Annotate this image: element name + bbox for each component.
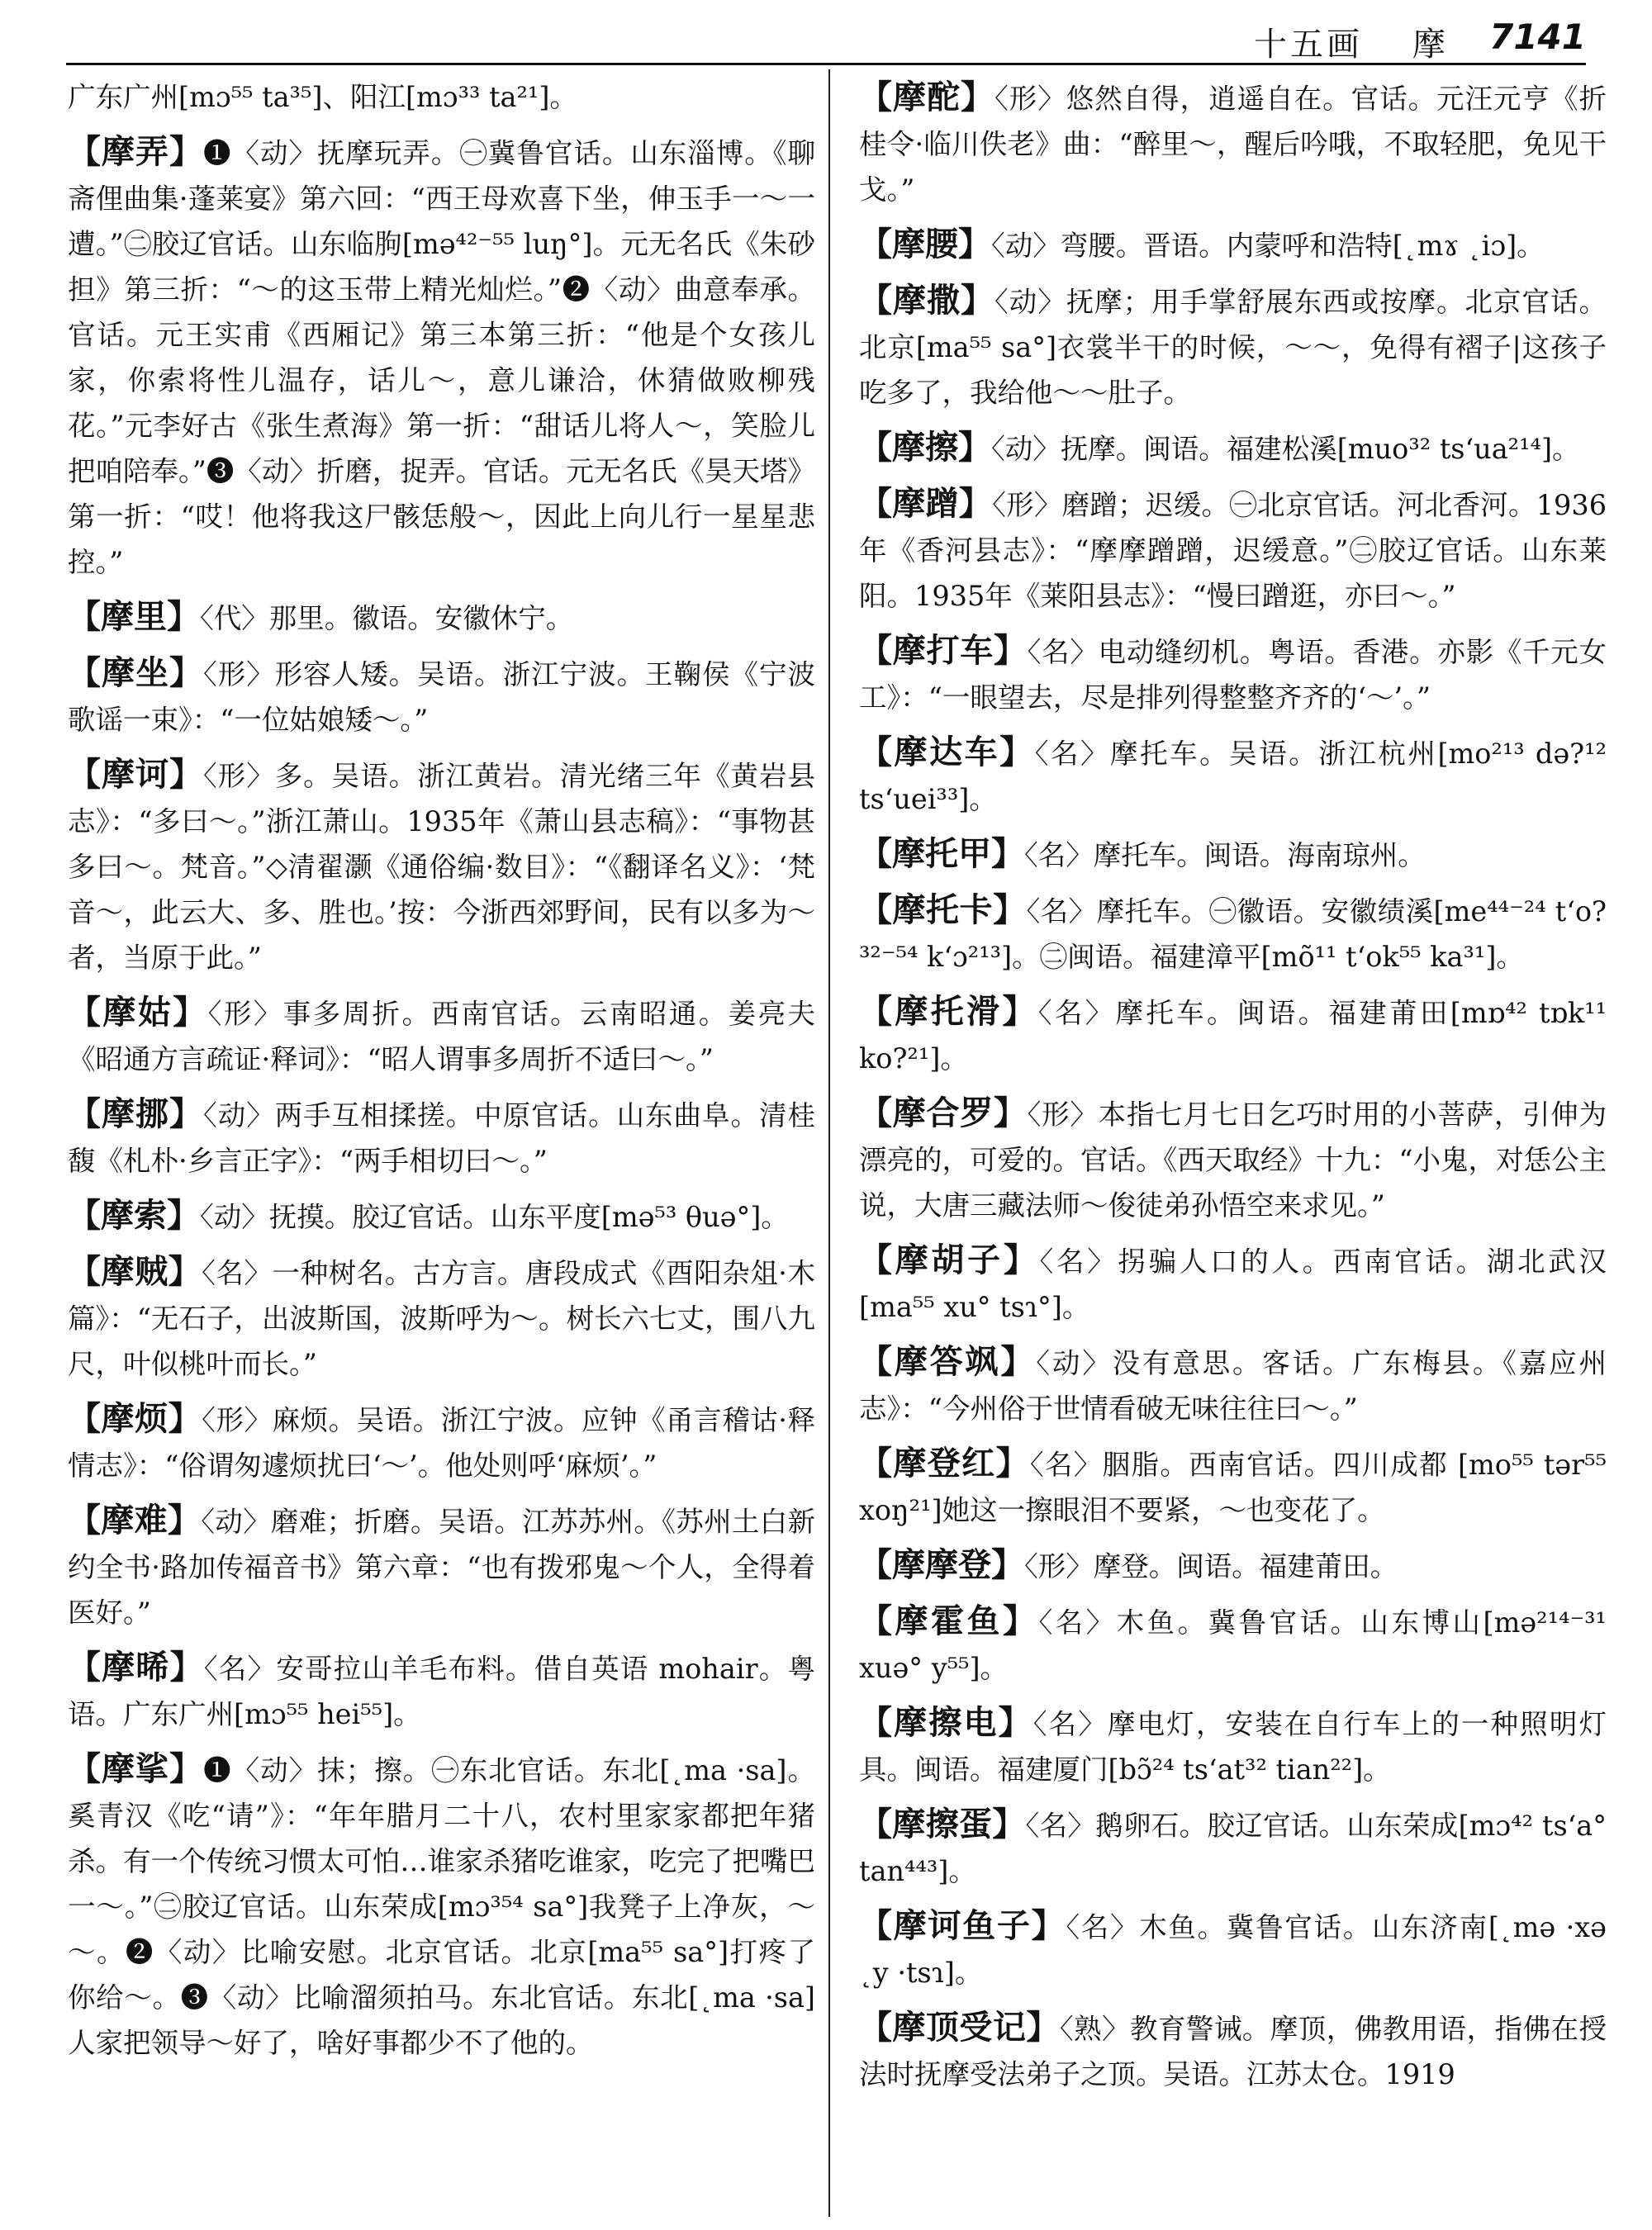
entry-definition: 广东广州[mɔ⁵⁵ ta³⁵]、阳江[mɔ³³ ta²¹]。 [68, 81, 577, 113]
entry-headword: 【摩挲】 [68, 1749, 204, 1788]
dictionary-entry [68, 650, 815, 743]
dictionary-entry [859, 887, 1607, 980]
entry-headword: 【摩坐】 [68, 653, 203, 692]
entry-definition: 〈熟〉教育警诫。摩顶，佛教用语，指佛在授法时抚摩受法弟子之顶。吴语。江苏太仓。1919 [859, 2013, 1607, 2090]
entry-headword: 【摩登红】 [859, 1444, 1030, 1483]
entry-definition: 〈名〉木鱼。冀鲁官话。山东博山[mə²¹⁴⁻³¹ xuə° y⁵⁵]。 [859, 1606, 1607, 1684]
entry-definition: 〈动〉弯腰。晋语。内蒙呼和浩特[˛mɤ ˛iɔ]。 [991, 230, 1545, 262]
entry-headword: 【摩擦】 [859, 428, 991, 467]
right-column [859, 74, 1607, 2106]
dictionary-entry [68, 1193, 815, 1240]
dictionary-entry [68, 1746, 815, 2066]
entry-definition: 〈名〉木鱼。冀鲁官话。山东济南[˛mə ·xə ˛y ·tsɿ]。 [859, 1911, 1607, 1989]
entry-definition: 〈形〉事多周折。西南官话。云南昭通。姜亮夫《昭通方言疏证·释词》：“昭人谓事多周折不适曰～。” [68, 998, 816, 1075]
entry-definition: 〈形〉多。吴语。浙江黄岩。清光绪三年《黄岩县志》：“多曰～。”浙江萧山。1935年《萧山县志稿》：“事物甚多曰～。梵音。”◇清翟灏《通俗编·数目》：“《翻译名义》：‘梵音～，此云大、多、胜也。’按：今浙西郊野间，民有以多为～者，当原于此。” [68, 760, 816, 974]
entry-headword: 【摩挪】 [68, 1094, 203, 1133]
entry-headword: 【摩里】 [68, 597, 200, 636]
entry-headword: 【摩烦】 [68, 1399, 202, 1438]
dictionary-entry [859, 425, 1607, 472]
dictionary-entry [859, 1598, 1607, 1691]
entry-definition: 〈名〉摩托车。闽语。福建莆田[mɒ⁴² tɒk¹¹ ko?²¹]。 [859, 997, 1607, 1075]
dictionary-entry [859, 1801, 1607, 1894]
dictionary-entry [68, 1249, 815, 1387]
dictionary-entry [859, 1903, 1607, 1995]
entry-headword: 【摩姑】 [68, 993, 208, 1032]
dictionary-entry [859, 1542, 1607, 1589]
entry-definition: 〈形〉悠然自得，逍遥自在。官话。元汪元亨《折桂令·临川佚老》曲：“醉里～，醒后吟哦，不取轻肥，免见干戈。” [859, 83, 1607, 206]
dictionary-entry [859, 628, 1607, 720]
column-divider [828, 69, 830, 2217]
dictionary-entry [859, 989, 1607, 1081]
entry-definition: ❶〈动〉抹；擦。㊀东北官话。东北[˛ma ·sa]。奚青汉《吃“请”》：“年年腊月二十八，农村里家家都把年猪杀。有一个传统习惯太可怕…谁家杀猪吃谁家，吃完了把嘴巴一～。”㊁胶辽官话。山东荣成[mɔ³⁵⁴ sa°]我凳子上净灰，～～。❷〈动〉比喻安慰。北京官话。北京[ma⁵⁵ sa°]打疼了你给～。❸〈动〉比喻溜须拍马。东北官话。东北[˛ma ·sa]人家把领导～好了，啥好事都少不了他的。 [68, 1754, 815, 2059]
entry-headword: 【摩擦电】 [859, 1703, 1033, 1742]
entry-definition: 〈动〉没有意思。客话。广东梅县。《嘉应州志》：“今州俗于世情看破无味往往曰～。” [859, 1347, 1607, 1425]
entry-headword: 【摩托滑】 [859, 992, 1038, 1031]
entry-definition: 〈名〉摩电灯，安装在自行车上的一种照明灯具。闽语。福建厦门[bɔ̃²⁴ ts‘at³² tian²²]。 [859, 1708, 1607, 1786]
entry-definition: 〈动〉两手互相揉搓。中原官话。山东曲阜。清桂馥《札朴·乡言正字》：“两手相切曰～。” [68, 1099, 816, 1177]
entry-definition: 〈动〉磨难；折磨。吴语。江苏苏州。《苏州土白新约全书·路加传福音书》第六章：“也有拨邪鬼～个人，全得着医好。” [68, 1506, 816, 1629]
entry-headword: 【摩合罗】 [859, 1094, 1028, 1132]
entry-headword: 【摩诃】 [68, 755, 203, 794]
dictionary-entry [68, 989, 815, 1082]
running-head [66, 15, 1586, 64]
entry-definition: 〈名〉电动缝纫机。粤语。香港。亦影《千元女工》：“一眼望去，尽是排列得整整齐齐的‘～’。” [859, 636, 1607, 714]
entry-headword: 【摩诃鱼子】 [859, 1906, 1066, 1945]
dictionary-entry [68, 1091, 815, 1184]
dictionary-entry [859, 221, 1607, 268]
entry-headword: 【摩摩登】 [859, 1545, 1024, 1584]
entry-definition: 〈名〉摩托车。吴语。浙江杭州[mo²¹³ də?¹² ts‘uei³³]。 [859, 738, 1607, 815]
dictionary-entry [859, 278, 1607, 415]
dictionary-entry [68, 1497, 815, 1635]
entry-headword: 【摩蹭】 [859, 484, 993, 523]
entry-definition: 〈动〉抚摸。胶辽官话。山东平度[mə⁵³ θuə°]。 [200, 1201, 789, 1233]
entry-definition: 〈形〉本指七月七日乞巧时用的小菩萨，引伸为漂亮的，可爱的。官话。《西天取经》十九：“小鬼，对恁公主说，大唐三藏法师～俊徒弟孙悟空来求见。” [859, 1098, 1607, 1222]
entry-headword: 【摩顶受记】 [859, 2008, 1060, 2047]
entry-definition: 〈名〉摩托车。闽语。海南琼州。 [1024, 839, 1426, 871]
dictionary-entry [68, 74, 815, 120]
dictionary-entry [859, 1339, 1607, 1431]
entry-headword: 【摩腰】 [859, 225, 991, 263]
dictionary-entry [859, 1700, 1607, 1792]
entry-headword: 【摩擦蛋】 [859, 1805, 1026, 1843]
header-rule [66, 63, 1586, 65]
dictionary-entry [859, 729, 1607, 822]
dictionary-entry [68, 1644, 815, 1737]
entry-definition: 〈名〉拐骗人口的人。西南官话。湖北武汉[ma⁵⁵ xu° tsɿ°]。 [859, 1245, 1607, 1323]
entry-headword: 【摩托卡】 [859, 890, 1027, 929]
dictionary-entry [859, 74, 1607, 212]
entry-definition: 〈形〉形容人矮。吴语。浙江宁波。王鞠侯《宁波歌谣一束》：“一位姑娘矮～。” [68, 658, 816, 736]
entry-headword: 【摩贼】 [68, 1252, 202, 1291]
entry-headword: 【摩胡子】 [859, 1241, 1040, 1279]
entry-definition: 〈名〉一种树名。古方言。唐段成式《酉阳杂俎·木篇》：“无石子，出波斯国，波斯呼为～。树长六七丈，围八九尺，叶似桃叶而长。” [68, 1257, 815, 1380]
dictionary-entry [859, 831, 1607, 878]
entry-definition: 〈形〉摩登。闽语。福建莆田。 [1024, 1550, 1398, 1582]
entry-definition: 〈形〉磨蹭；迟缓。㊀北京官话。河北香河。1936年《香河县志》：“摩摩蹭蹭，迟缓意。”㊁胶辽官话。山东莱阳。1935年《莱阳县志》：“慢曰蹭逛，亦曰～。” [859, 489, 1607, 612]
entry-definition: 〈名〉鹅卵石。胶辽官话。山东荣成[mɔ⁴² ts‘a° tan⁴⁴³]。 [859, 1810, 1607, 1887]
entry-headword: 【摩晞】 [68, 1648, 204, 1687]
entry-headword: 【摩弄】 [68, 132, 203, 171]
dictionary-entry [859, 1237, 1607, 1330]
dictionary-entry [859, 2005, 1607, 2097]
dictionary-entry [859, 1440, 1607, 1533]
entry-headword: 【摩打车】 [859, 631, 1028, 670]
entry-definition: 〈名〉摩托车。㊀徽语。安徽绩溪[me⁴⁴⁻²⁴ t‘o?³²⁻⁵⁴ k‘ɔ²¹³]。㊁闽语。福建漳平[mõ¹¹ t‘ok⁵⁵ ka³¹]。 [859, 895, 1607, 973]
entry-headword: 【摩索】 [68, 1196, 200, 1235]
entry-definition: 〈名〉胭脂。西南官话。四川成都 [mo⁵⁵ tər⁵⁵ xoŋ²¹]她这一擦眼泪不要紧，～也变花了。 [859, 1449, 1607, 1526]
entry-definition: 〈动〉抚摩；用手掌舒展东西或按摩。北京官话。北京[ma⁵⁵ sa°]衣裳半干的时候，～～，免得有褶子|这孩子吃多了，我给他～～肚子。 [859, 286, 1607, 409]
running-head-section: 十五画 [1254, 26, 1363, 64]
entry-definition: 〈动〉抚摩。闽语。福建松溪[muo³² ts‘ua²¹⁴]。 [991, 433, 1580, 465]
entry-headword: 【摩难】 [68, 1501, 202, 1540]
dictionary-entry [68, 752, 815, 980]
dictionary-entry [68, 129, 815, 585]
dictionary-entry [859, 1090, 1607, 1228]
dictionary-entry [859, 481, 1607, 619]
entry-definition: ❶〈动〉抚摩玩弄。㊀冀鲁官话。山东淄博。《聊斋俚曲集·蓬莱宴》第六回：“西王母欢喜下坐，伸玉手一～一遭。”㊁胶辽官话。山东临朐[mə⁴²⁻⁵⁵ luŋ°]。元无名氏《朱砂担》第三折：“～的这玉带上精光灿烂。”❷〈动〉曲意奉承。官话。元王实甫《西厢记》第三本第三折：“他是个女孩儿家，你索将性儿温存，话儿～，意儿谦洽，休猜做败柳残花。”元李好古《张生煮海》第一折：“甜话儿将人～，笑脸儿把咱陪奉。”❸〈动〉折磨，捉弄。官话。元无名氏《昊天塔》第一折：“哎！他将我这尸骸恁般～，因此上向儿行一星星悲控。” [68, 137, 816, 578]
entry-definition: 〈代〉那里。徽语。安徽休宁。 [200, 602, 574, 634]
dictionary-entry [68, 594, 815, 641]
page-number: 7141 [1489, 17, 1586, 57]
entry-headword: 【摩霍鱼】 [859, 1601, 1039, 1640]
entry-headword: 【摩撒】 [859, 281, 995, 320]
left-column [68, 74, 815, 2075]
entry-headword: 【摩托甲】 [859, 834, 1024, 873]
entry-headword: 【摩达车】 [859, 733, 1035, 771]
entry-definition: 〈形〉麻烦。吴语。浙江宁波。应钟《甬言稽诂·释情志》：“俗谓匆遽烦扰曰‘～’。他处则呼‘麻烦’。” [68, 1404, 815, 1482]
dictionary-entry [68, 1396, 815, 1488]
entry-headword: 【摩答飒】 [859, 1342, 1037, 1381]
entry-headword: 【摩酡】 [859, 78, 995, 116]
entry-definition: 〈名〉安哥拉山羊毛布料。借自英语 mohair。粤语。广东广州[mɔ⁵⁵ hei⁵⁵]。 [68, 1653, 816, 1730]
running-head-character: 摩 [1412, 26, 1446, 64]
